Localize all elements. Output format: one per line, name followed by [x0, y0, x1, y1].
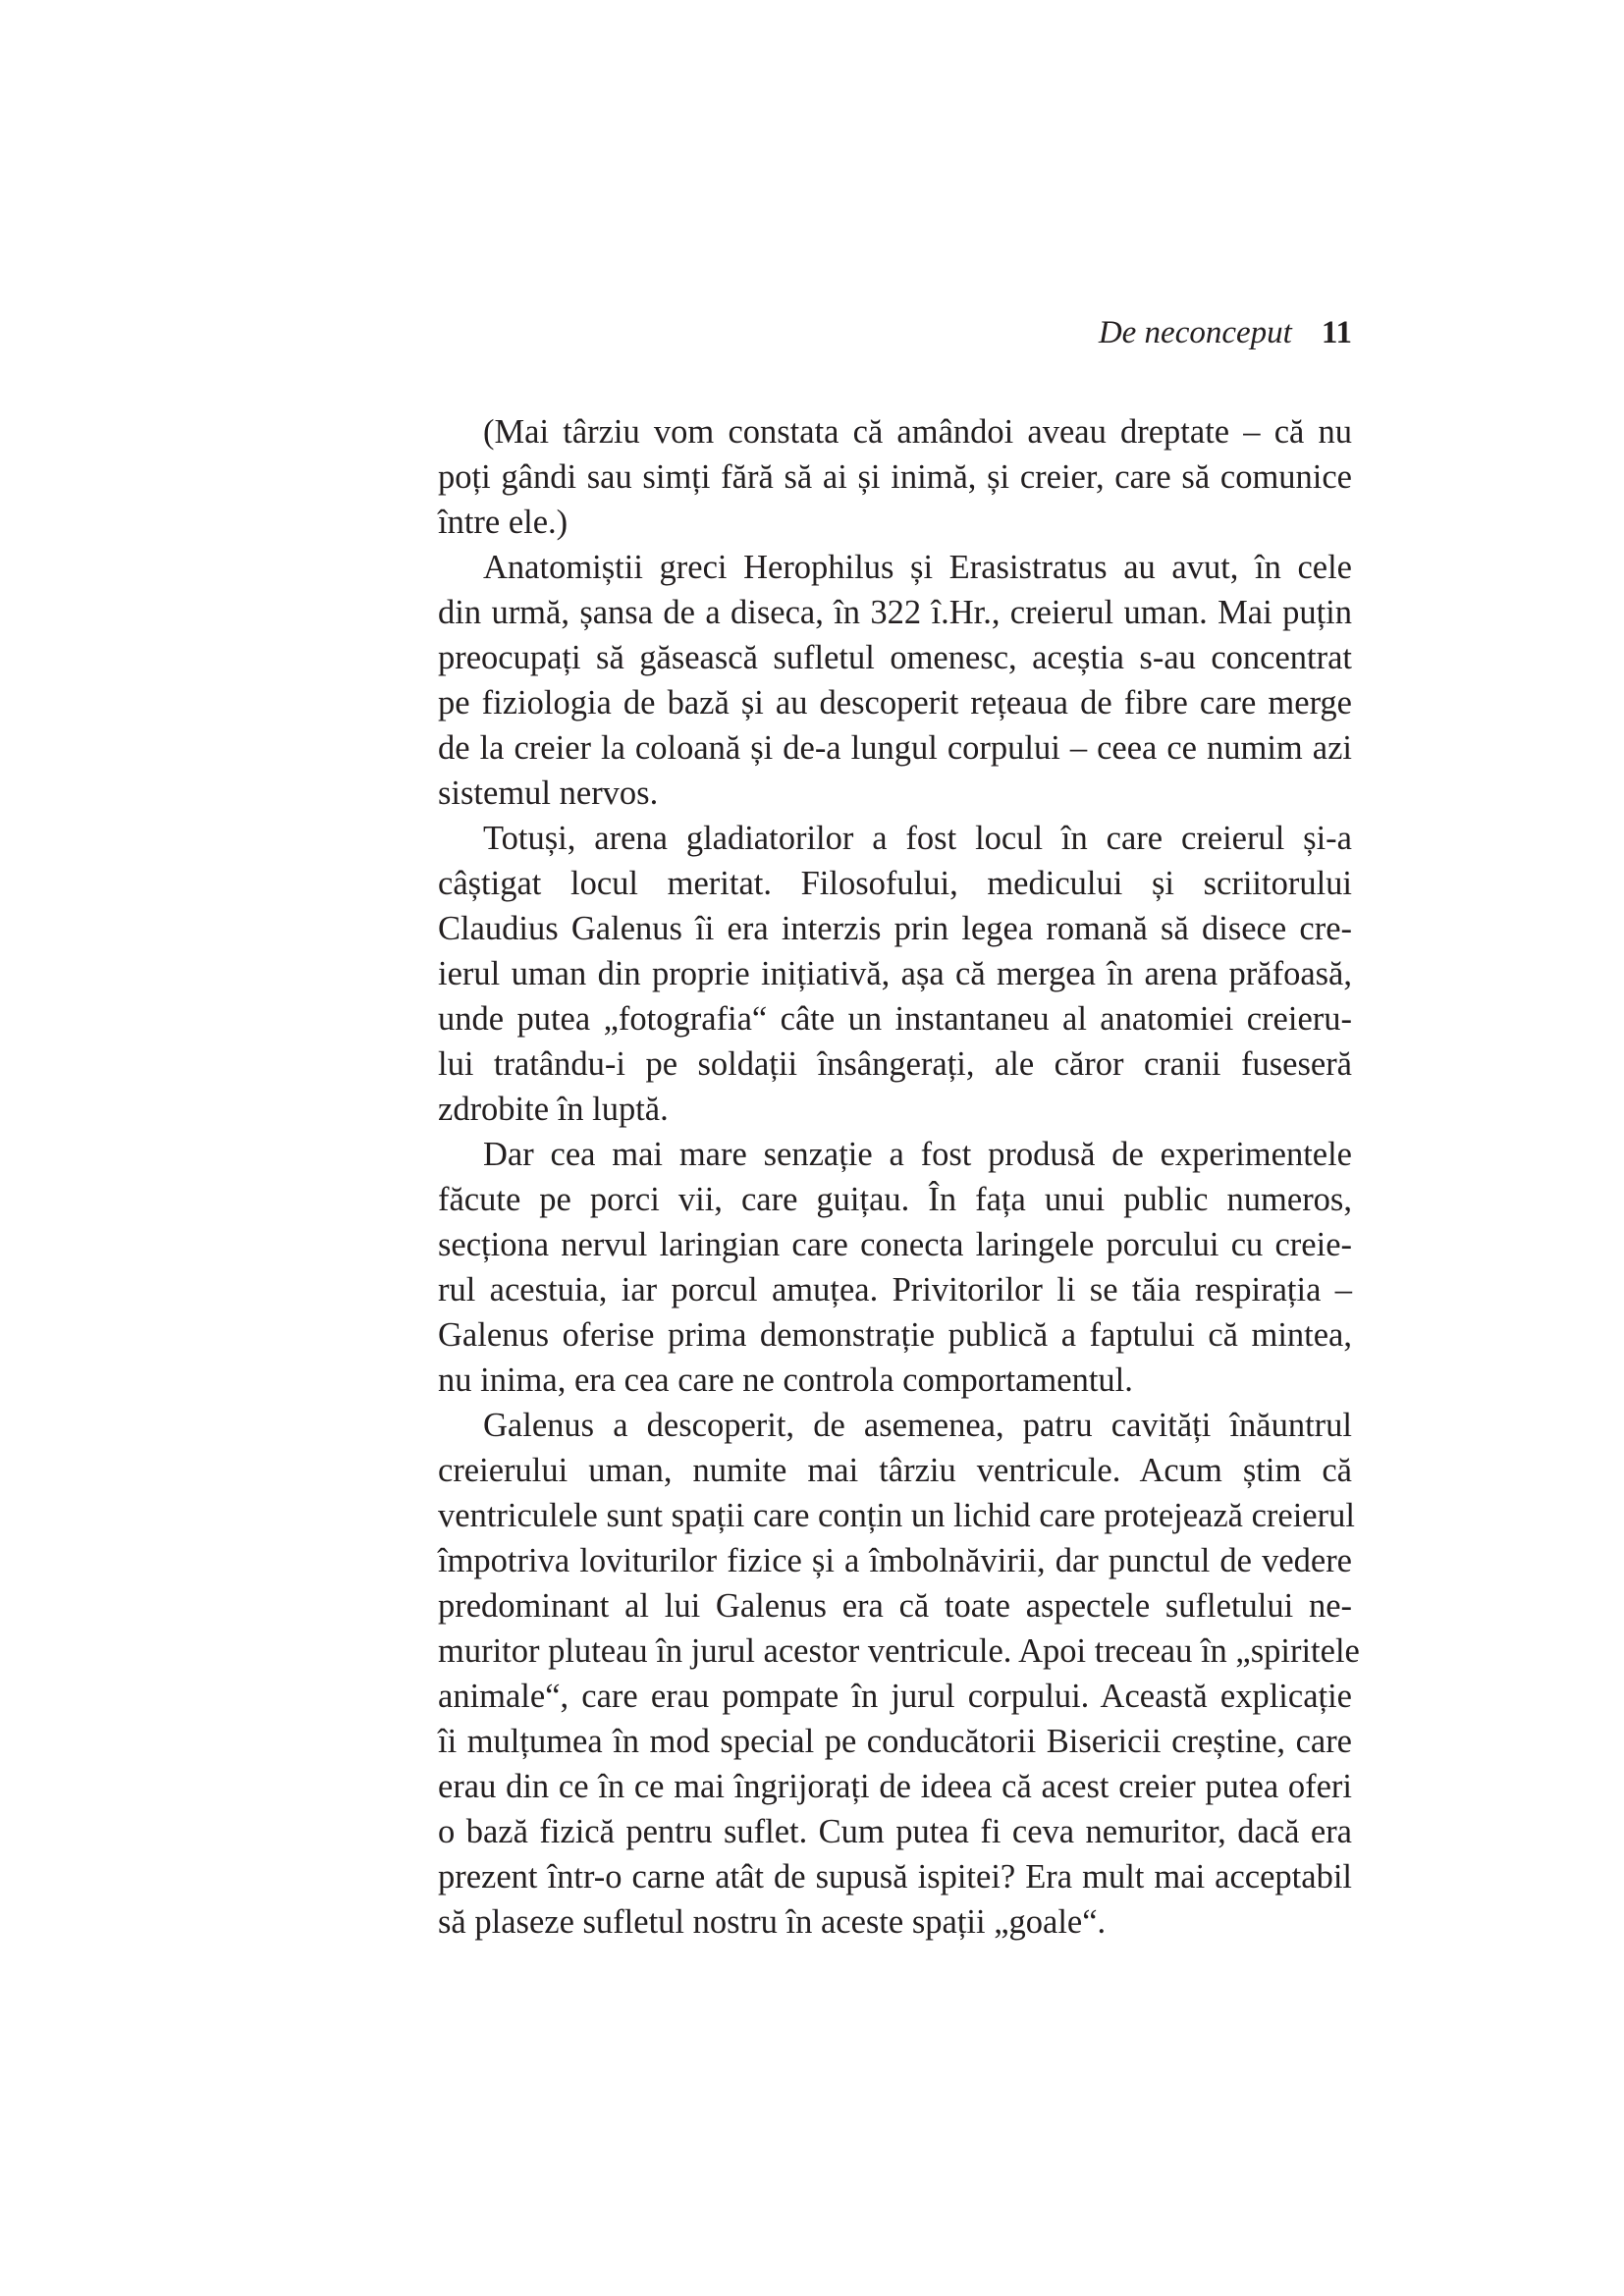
text-line: împotriva loviturilor fizice și a îmbolnăvirii, dar punctul de vedere — [438, 1542, 1352, 1579]
text-line: făcute pe porci vii, care guițau. În fața unui public numeros, — [438, 1181, 1352, 1218]
running-title: De neconceput — [1098, 315, 1292, 350]
page-number: 11 — [1321, 315, 1352, 350]
text-line: ierul uman din proprie inițiativă, așa că mergea în arena prăfoasă, — [438, 955, 1352, 992]
text-line: unde putea „fotografia“ câte un instantaneu al anatomiei creieru- — [438, 1000, 1352, 1038]
running-header — [438, 310, 1352, 355]
text-line: zdrobite în luptă. — [438, 1091, 669, 1128]
text-line: din urmă, șansa de a diseca, în 322 î.Hr., creierul uman. Mai puțin — [438, 594, 1352, 631]
text-line: Galenus a descoperit, de asemenea, patru cavități înăuntrul — [483, 1407, 1352, 1444]
text-line: câștigat locul meritat. Filosofului, medicului și scriitorului — [438, 865, 1352, 902]
body-text — [438, 409, 1360, 1945]
text-line: rul acestuia, iar porcul amuțea. Privitorilor li se tăia respirația – — [438, 1271, 1352, 1308]
text-line: Anatomiștii greci Herophilus și Erasistratus au avut, în cele — [483, 549, 1352, 586]
text-line: Galenus oferise prima demonstrație publică a faptului că mintea, — [438, 1316, 1352, 1354]
text-line: creierului uman, numite mai târziu ventricule. Acum știm că — [438, 1452, 1352, 1489]
text-line: o bază fizică pentru suflet. Cum putea fi ceva nemuritor, dacă era — [438, 1813, 1352, 1850]
text-line: Dar cea mai mare senzație a fost produsă de experimentele — [483, 1136, 1352, 1173]
text-line: între ele.) — [438, 504, 568, 541]
text-line: lui tratându-i pe soldații însângerați, ale căror cranii fuseseră — [438, 1045, 1352, 1083]
text-line: animale“, care erau pompate în jurul corpului. Această explicație — [438, 1678, 1352, 1715]
text-line: (Mai târziu vom constata că amândoi aveau dreptate – că nu — [483, 413, 1352, 451]
text-line: pe fiziologia de bază și au descoperit rețeaua de fibre care merge — [438, 684, 1352, 721]
text-line: poți gândi sau simți fără să ai și inimă, și creier, care să comunice — [438, 458, 1352, 496]
text-line: preocupați să găsească sufletul omenesc, aceștia s-au concentrat — [438, 639, 1352, 676]
text-line: de la creier la coloană și de-a lungul corpului – ceea ce numim azi — [438, 729, 1352, 767]
text-line: Claudius Galenus îi era interzis prin legea romană să disece cre- — [438, 910, 1352, 947]
text-line: erau din ce în ce mai îngrijorați de ideea că acest creier putea oferi — [438, 1768, 1352, 1805]
text-line: nu inima, era cea care ne controla comportamentul. — [438, 1362, 1133, 1399]
text-line: muritor pluteau în jurul acestor ventricule. Apoi treceau în „spiritele — [438, 1632, 1360, 1670]
text-line: ventriculele sunt spații care conțin un lichid care protejează creierul — [438, 1497, 1355, 1534]
text-line: prezent într-o carne atât de supusă ispitei? Era mult mai acceptabil — [438, 1858, 1352, 1896]
text-line: secționa nervul laringian care conecta laringele porcului cu creie- — [438, 1226, 1352, 1263]
text-line: să plaseze sufletul nostru în aceste spații „goale“. — [438, 1903, 1107, 1941]
text-line: Totuși, arena gladiatorilor a fost locul în care creierul și-a — [483, 820, 1352, 857]
text-line: predominant al lui Galenus era că toate aspectele sufletului ne- — [438, 1587, 1352, 1625]
text-line: sistemul nervos. — [438, 774, 659, 812]
text-line: îi mulțumea în mod special pe conducătorii Bisericii creștine, care — [438, 1723, 1352, 1760]
